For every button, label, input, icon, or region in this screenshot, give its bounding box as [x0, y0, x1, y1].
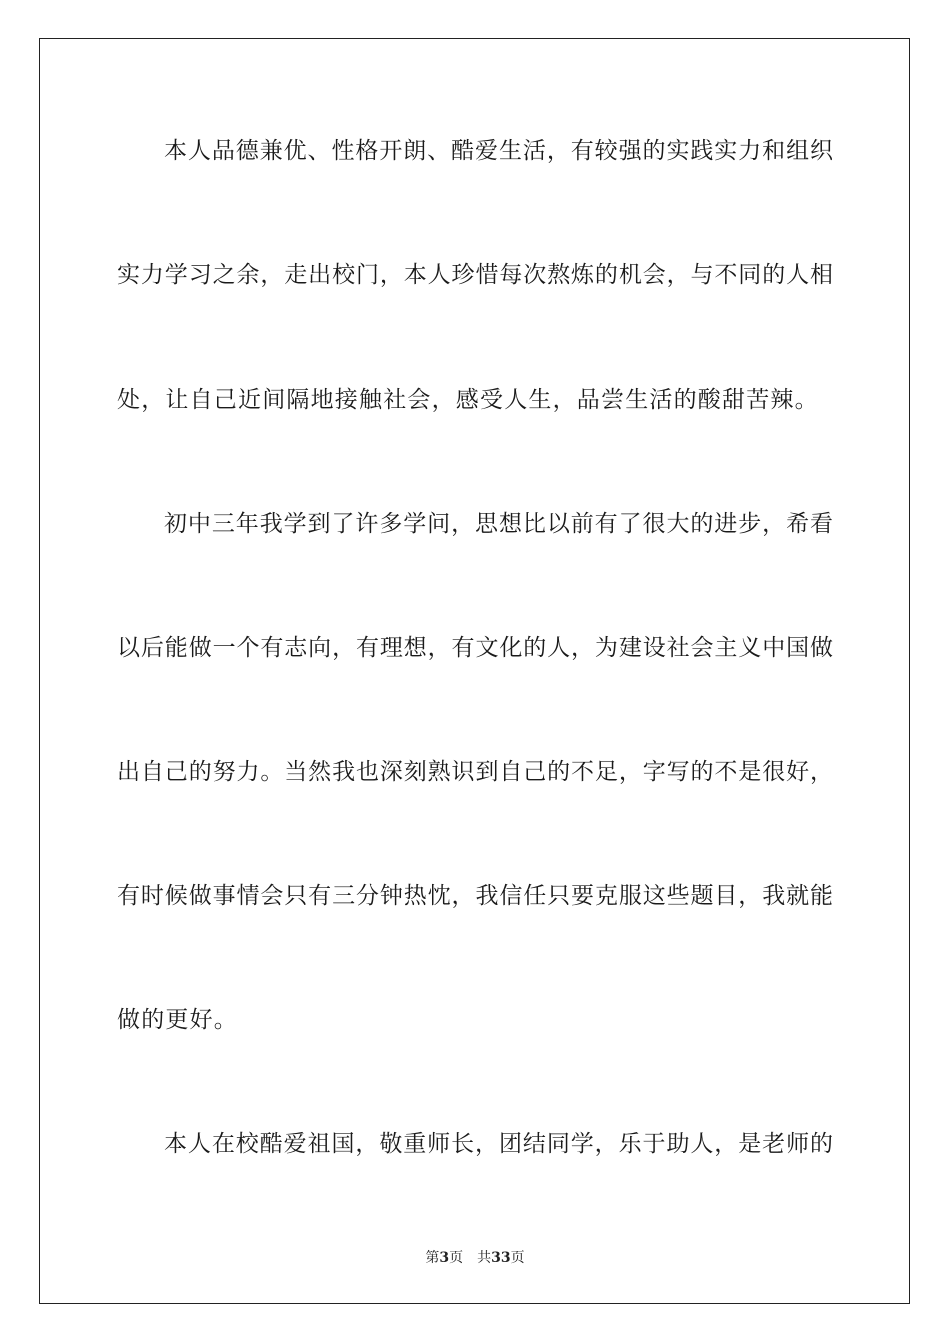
paragraph-2-line-2: 以后能做一个有志向，有理想，有文化的人，为建设社会主义中国做: [117, 635, 833, 661]
page-border: [39, 38, 910, 1304]
total-suffix: 页: [510, 1250, 525, 1266]
paragraph-2-line-1: 初中三年我学到了许多学问，思想比以前有了很大的进步，希看: [164, 511, 833, 537]
paragraph-2-line-5: 做的更好。: [117, 1007, 238, 1033]
page-footer: [0, 1247, 950, 1267]
paragraph-2-line-4: 有时候做事情会只有三分钟热忱，我信任只要克服这些题目，我就能: [117, 883, 833, 909]
paragraph-3-line-1: 本人在校酷爱祖国，敬重师长，团结同学，乐于助人，是老师的: [164, 1131, 833, 1157]
page-number: 3: [439, 1250, 450, 1266]
page-prefix: 第: [425, 1250, 440, 1266]
total-prefix: 共: [477, 1250, 492, 1266]
paragraph-2-line-3: 出自己的努力。当然我也深刻熟识到自己的不足，字写的不是很好，: [117, 759, 833, 785]
page-suffix: 页: [449, 1250, 464, 1266]
total-pages: 33: [491, 1250, 511, 1266]
paragraph-1-line-3: 处，让自己近间隔地接触社会，感受人生，品尝生活的酸甜苦辣。: [117, 387, 819, 413]
paragraph-1-line-2: 实力学习之余，走出校门，本人珍惜每次熬炼的机会，与不同的人相: [117, 262, 833, 288]
paragraph-1-line-1: 本人品德兼优、性格开朗、酷爱生活，有较强的实践实力和组织: [164, 138, 833, 164]
